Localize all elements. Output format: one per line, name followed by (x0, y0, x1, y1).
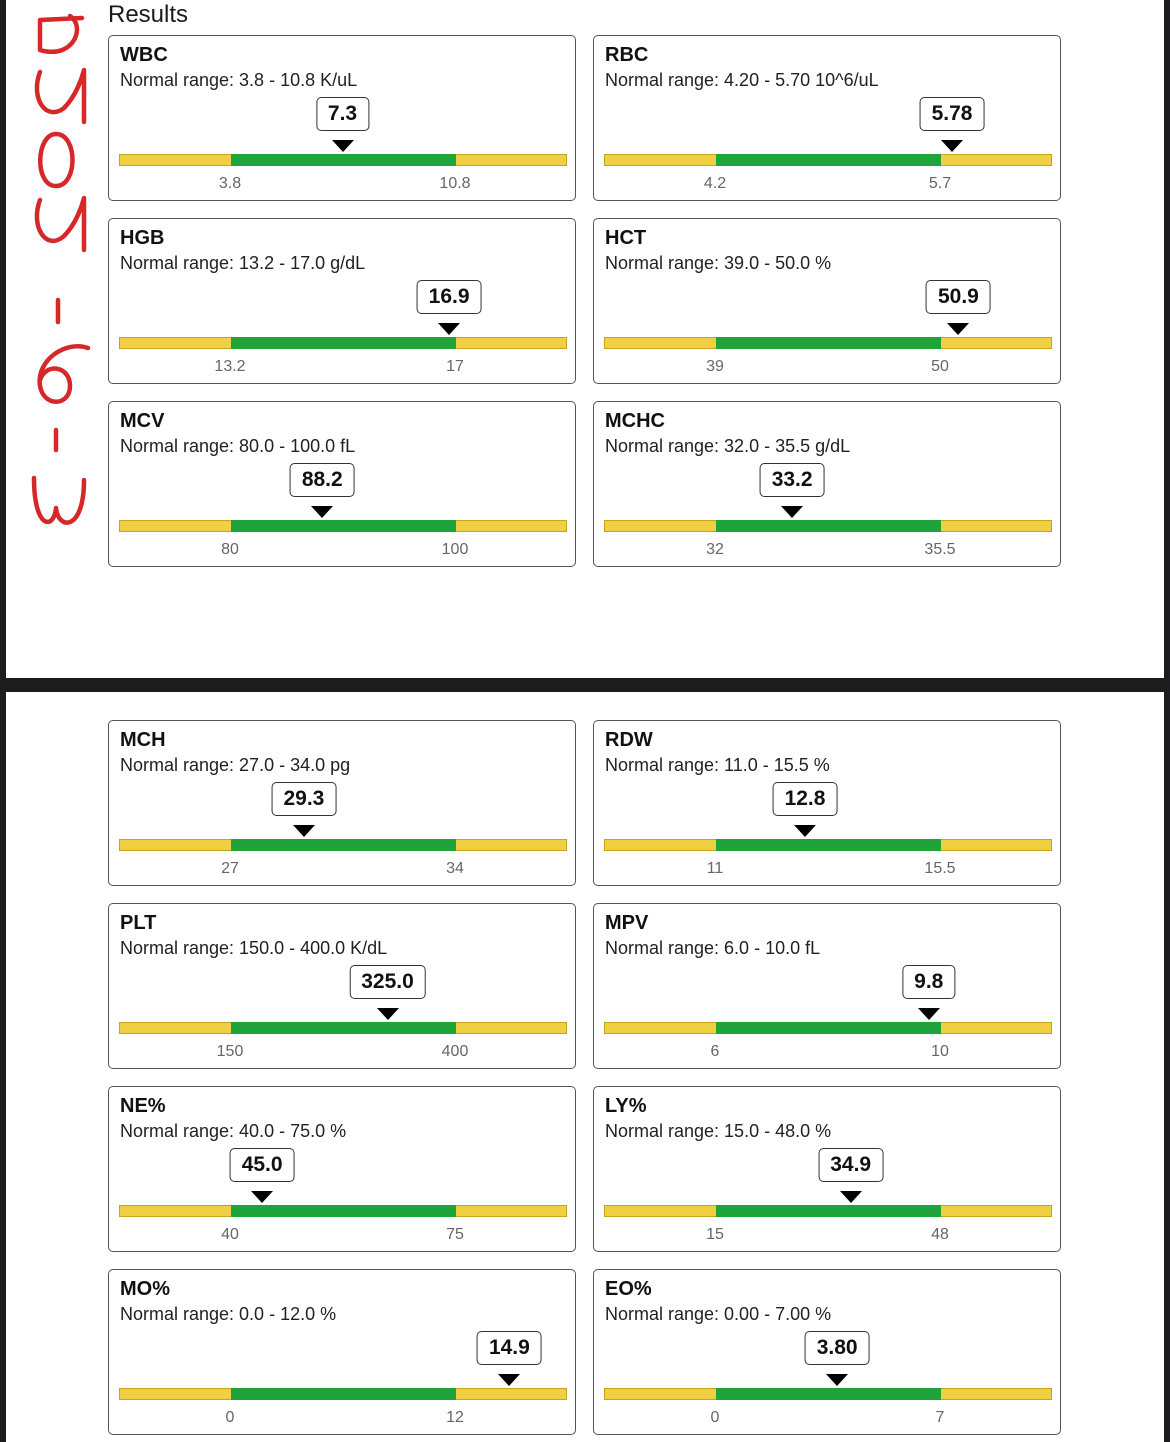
normal-range-text: Normal range: 27.0 - 34.0 pg (120, 755, 351, 775)
normal-range-text: Normal range: 39.0 - 50.0 % (605, 253, 832, 273)
value-pointer-icon (918, 1008, 940, 1020)
range-bar (604, 520, 1052, 532)
range-bar (604, 337, 1052, 349)
result-card-hct (593, 218, 1061, 384)
range-high-label: 75 (446, 1226, 464, 1243)
result-card-rbc (593, 35, 1061, 201)
result-card-hgb (108, 218, 576, 384)
normal-range-text: Normal range: 3.8 - 10.8 K/uL (120, 70, 358, 90)
result-card-mpv (593, 903, 1061, 1069)
normal-range-segment (716, 337, 941, 349)
test-name: WBC (120, 44, 168, 66)
value-pointer-icon (311, 506, 333, 518)
range-low-label: 11 (706, 860, 724, 877)
normal-range-segment (231, 839, 456, 851)
range-high-label: 10 (931, 1043, 949, 1060)
results-title: Results (108, 1, 189, 28)
test-name: MCH (120, 729, 166, 751)
test-name: RDW (605, 729, 653, 751)
normal-range-text: Normal range: 150.0 - 400.0 K/dL (120, 938, 388, 958)
test-name: MPV (605, 912, 649, 934)
result-value: 14.9 (477, 1331, 542, 1365)
result-value: 88.2 (290, 463, 355, 497)
test-name: HGB (120, 227, 165, 249)
normal-range-text: Normal range: 11.0 - 15.5 % (605, 755, 830, 775)
result-value: 5.78 (920, 97, 985, 131)
value-pointer-icon (947, 323, 969, 335)
normal-range-segment (716, 154, 941, 166)
range-bar (604, 839, 1052, 851)
range-high-label: 7 (935, 1409, 945, 1426)
normal-range-segment (716, 1205, 941, 1217)
value-pointer-icon (251, 1191, 273, 1203)
test-name: MCV (120, 410, 165, 432)
result-card-plt (108, 903, 576, 1069)
normal-range-segment (716, 520, 941, 532)
test-name: LY% (605, 1095, 647, 1117)
range-bar (119, 520, 567, 532)
range-high-label: 100 (441, 541, 469, 558)
result-value: 12.8 (773, 782, 838, 816)
normal-range-segment (716, 1388, 941, 1400)
normal-range-text: Normal range: 4.20 - 5.70 10^6/uL (605, 70, 879, 90)
result-value: 3.80 (805, 1331, 870, 1365)
range-bar (119, 1022, 567, 1034)
value-pointer-icon (332, 140, 354, 152)
range-high-label: 10.8 (439, 175, 471, 192)
result-card-wbc (108, 35, 576, 201)
result-card-mchc (593, 401, 1061, 567)
normal-range-text: Normal range: 32.0 - 35.5 g/dL (605, 436, 851, 456)
range-bar (119, 839, 567, 851)
result-value: 9.8 (902, 965, 955, 999)
result-value: 34.9 (818, 1148, 883, 1182)
normal-range-text: Normal range: 6.0 - 10.0 fL (605, 938, 821, 958)
range-low-label: 6 (710, 1043, 720, 1060)
range-low-label: 32 (706, 541, 724, 558)
normal-range-text: Normal range: 0.0 - 12.0 % (120, 1304, 337, 1324)
range-bar (119, 154, 567, 166)
range-low-label: 0 (710, 1409, 720, 1426)
range-high-label: 34 (446, 860, 464, 877)
test-name: EO% (605, 1278, 652, 1300)
result-card-ly-pct (593, 1086, 1061, 1252)
range-bar (604, 1022, 1052, 1034)
result-value: 45.0 (230, 1148, 295, 1182)
value-pointer-icon (826, 1374, 848, 1386)
test-name: HCT (605, 227, 647, 249)
value-pointer-icon (293, 825, 315, 837)
range-high-label: 48 (931, 1226, 949, 1243)
results-panel-top (6, 0, 1164, 678)
result-value: 33.2 (760, 463, 825, 497)
range-bar (119, 337, 567, 349)
results-panel-bottom (6, 692, 1164, 1442)
result-card-mo-pct (108, 1269, 576, 1435)
range-low-label: 13.2 (214, 358, 246, 375)
range-high-label: 50 (931, 358, 949, 375)
normal-range-text: Normal range: 80.0 - 100.0 fL (120, 436, 356, 456)
range-low-label: 40 (221, 1226, 239, 1243)
normal-range-segment (231, 1388, 456, 1400)
normal-range-segment (231, 520, 456, 532)
test-name: MCHC (605, 410, 665, 432)
test-name: PLT (120, 912, 157, 934)
value-pointer-icon (781, 506, 803, 518)
range-low-label: 39 (706, 358, 724, 375)
value-pointer-icon (794, 825, 816, 837)
normal-range-segment (231, 154, 456, 166)
handwritten-date-annotation (26, 10, 96, 530)
range-low-label: 4.2 (703, 175, 727, 192)
range-bar (119, 1205, 567, 1217)
result-value: 29.3 (271, 782, 336, 816)
result-card-rdw (593, 720, 1061, 886)
range-bar (119, 1388, 567, 1400)
range-low-label: 27 (221, 860, 239, 877)
normal-range-segment (716, 839, 941, 851)
normal-range-text: Normal range: 15.0 - 48.0 % (605, 1121, 832, 1141)
value-pointer-icon (840, 1191, 862, 1203)
result-value: 7.3 (316, 97, 369, 131)
range-high-label: 15.5 (924, 860, 956, 877)
result-value: 50.9 (926, 280, 991, 314)
value-pointer-icon (438, 323, 460, 335)
range-low-label: 3.8 (218, 175, 242, 192)
range-bar (604, 1205, 1052, 1217)
range-high-label: 12 (446, 1409, 464, 1426)
range-high-label: 17 (446, 358, 464, 375)
normal-range-segment (716, 1022, 941, 1034)
normal-range-segment (231, 1205, 456, 1217)
normal-range-text: Normal range: 0.00 - 7.00 % (605, 1304, 832, 1324)
range-bar (604, 1388, 1052, 1400)
range-bar (604, 154, 1052, 166)
result-value: 16.9 (417, 280, 482, 314)
range-high-label: 35.5 (924, 541, 956, 558)
value-pointer-icon (498, 1374, 520, 1386)
normal-range-text: Normal range: 40.0 - 75.0 % (120, 1121, 347, 1141)
range-low-label: 0 (225, 1409, 235, 1426)
result-card-mch (108, 720, 576, 886)
value-pointer-icon (941, 140, 963, 152)
result-card-ne-pct (108, 1086, 576, 1252)
result-card-mcv (108, 401, 576, 567)
normal-range-segment (231, 337, 456, 349)
range-high-label: 5.7 (928, 175, 952, 192)
test-name: RBC (605, 44, 649, 66)
result-card-eo-pct (593, 1269, 1061, 1435)
normal-range-segment (231, 1022, 456, 1034)
range-low-label: 15 (706, 1226, 724, 1243)
range-high-label: 400 (441, 1043, 469, 1060)
result-value: 325.0 (349, 965, 426, 999)
test-name: NE% (120, 1095, 166, 1117)
value-pointer-icon (377, 1008, 399, 1020)
range-low-label: 80 (221, 541, 239, 558)
test-name: MO% (120, 1278, 170, 1300)
range-low-label: 150 (216, 1043, 244, 1060)
normal-range-text: Normal range: 13.2 - 17.0 g/dL (120, 253, 366, 273)
